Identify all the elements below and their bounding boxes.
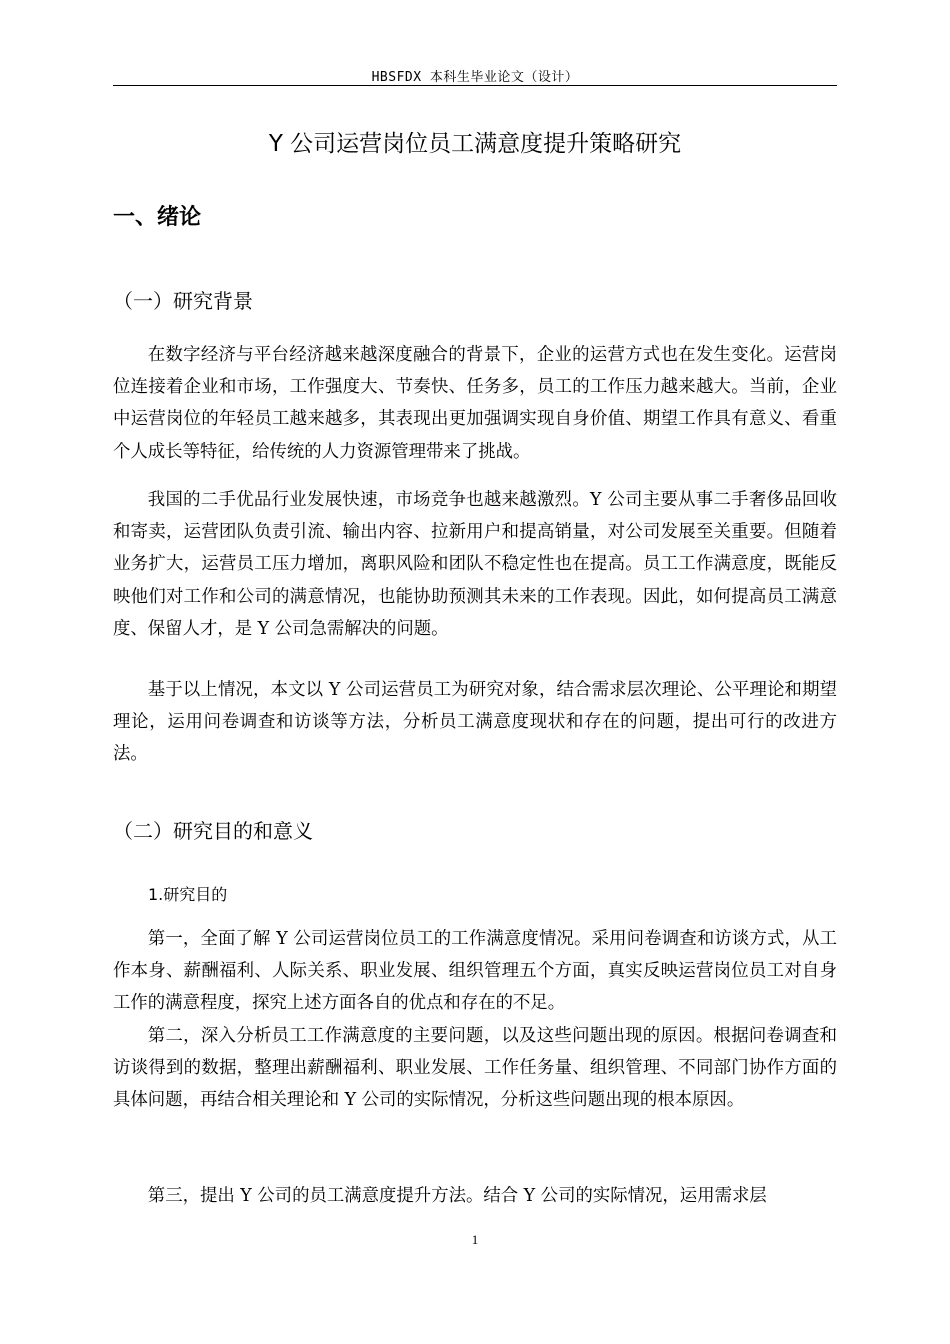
- paragraph-purpose-1: 第一，全面了解 Y 公司运营岗位员工的工作满意度情况。采用问卷调查和访谈方式，从工作本身、薪酬福利、人际关系、职业发展、组织管理五个方面，真实反映运营岗位员工对自身工作的满意程度，探究上述方面各自的优点和存在的不足。: [113, 929, 837, 1014]
- paragraph-background-3: 基于以上情况，本文以 Y 公司运营员工为研究对象，结合需求层次理论、公平理论和期望理论，运用问卷调查和访谈等方法，分析员工满意度现状和存在的问题，提出可行的改进方法。: [113, 680, 837, 765]
- paragraph-purpose-3: 第三，提出 Y 公司的员工满意度提升方法。结合 Y 公司的实际情况，运用需求层: [147, 1186, 767, 1206]
- paragraph-purpose-2: 第二，深入分析员工工作满意度的主要问题，以及这些问题出现的原因。根据问卷调查和访谈得到的数据，整理出薪酬福利、职业发展、工作任务量、组织管理、不同部门协作方面的具体问题，再结合相关理论和 Y 公司的实际情况，分析这些问题出现的根本原因。: [113, 1026, 837, 1111]
- document-title: Y 公司运营岗位员工满意度提升策略研究: [268, 131, 682, 157]
- paragraph-background-2: 我国的二手优品行业发展快速，市场竞争也越来越激烈。Y 公司主要从事二手奢侈品回收和寄卖，运营团队负责引流、输出内容、拉新用户和提高销量，对公司发展至关重要。但随着业务扩大，运营员工压力增加，离职风险和团队不稳定性也在提高。员工工作满意度，既能反映他们对工作和公司的满意情况，也能协助预测其未来的工作表现。因此，如何提高员工满意度、保留人才，是 Y 公司急需解决的问题。: [113, 490, 837, 639]
- paragraph-background-1: 在数字经济与平台经济越来越深度融合的背景下，企业的运营方式也在发生变化。运营岗位连接着企业和市场，工作强度大、节奏快、任务多，员工的工作压力越来越大。当前，企业中运营岗位的年轻员工越来越多，其表现出更加强调实现自身价值、期望工作具有意义、看重个人成长等特征，给传统的人力资源管理带来了挑战。: [113, 345, 837, 462]
- page-number: 1: [471, 1232, 479, 1247]
- header-rule: [113, 85, 837, 86]
- running-header: HBSFDX 本科生毕业论文（设计）: [371, 70, 579, 85]
- item-heading-research-purpose: 1.研究目的: [148, 885, 228, 904]
- subsection-heading-purpose-significance: （二）研究目的和意义: [113, 819, 313, 843]
- section-heading-introduction: 一、绪论: [113, 205, 202, 230]
- subsection-heading-background: （一）研究背景: [113, 289, 253, 313]
